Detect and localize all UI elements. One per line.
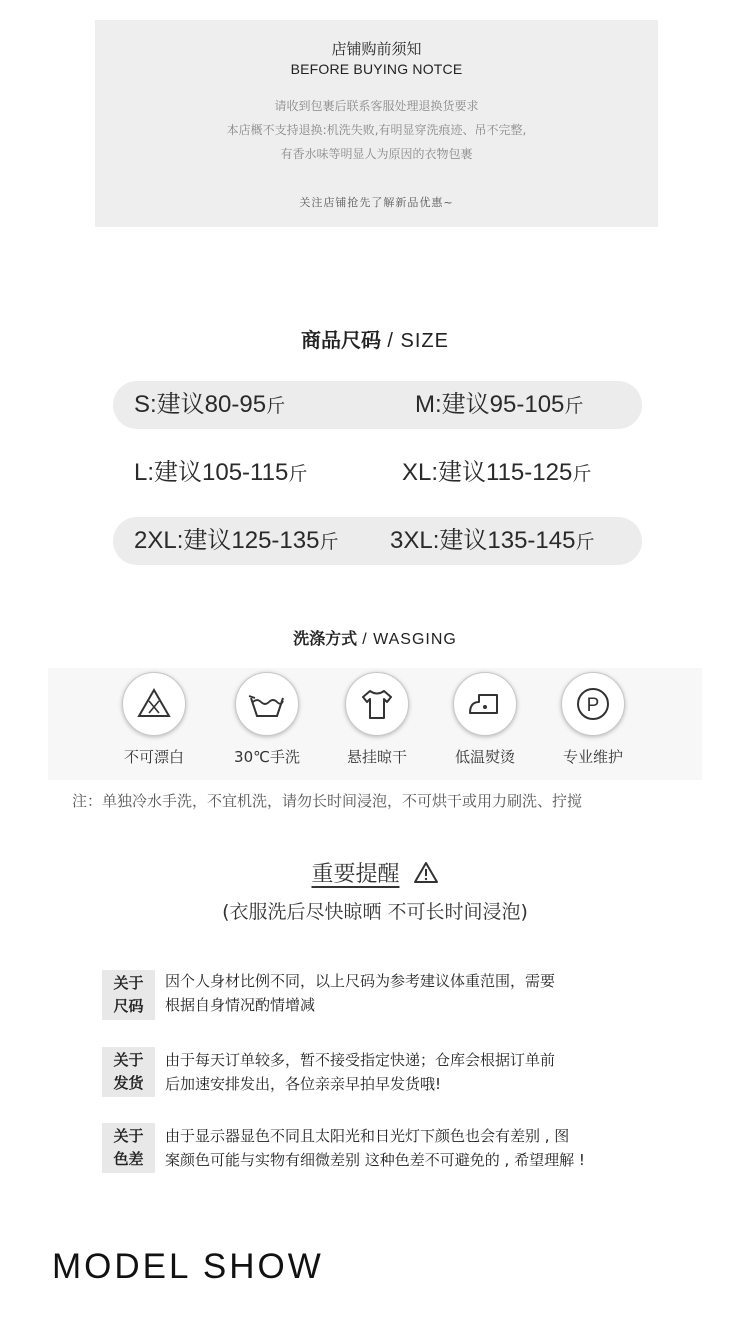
reminder-title [0,857,750,888]
care-label: 悬挂晾干 [346,748,407,766]
info-tag-line: 关于 [113,1051,144,1069]
size-cell [134,449,307,497]
notice-line: 本店概不支持退换:机洗失败,有明显穿洗痕迹、吊不完整, [226,123,527,137]
size-unit: 斤 [564,396,584,417]
reminder-title-text: 重要提醒 [311,862,400,887]
info-tag-line: 关于 [113,974,144,992]
size-heading-en: / SIZE [387,330,449,352]
info-tag-size [102,970,155,1020]
size-heading [0,324,750,353]
notice-line: 有香水味等明显人为原因的衣物包裹 [280,147,473,161]
info-line: 案颜色可能与实物有细微差别 这种色差不可避免的 , 希望理解 ! [165,1151,585,1169]
size-cell-text: 2XL:建议125-135 [134,527,320,554]
info-tag-line: 发货 [113,1074,144,1092]
care-label: 不可漂白 [123,748,184,766]
care-label: 30℃手洗 [234,748,300,766]
reminder-subtitle: (衣服洗后尽快晾晒 不可长时间浸泡) [222,901,528,923]
info-text-shipping [165,1048,685,1096]
size-cell [390,517,594,565]
info-tag-line: 色差 [113,1150,144,1168]
notice-box [95,20,658,227]
size-unit: 斤 [575,532,595,553]
size-cell [402,449,591,497]
size-cell [415,381,583,429]
size-cell-text: 3XL:建议135-145 [390,527,576,554]
no-bleach-icon [122,672,186,736]
notice-title-cn: 店铺购前须知 [331,40,422,58]
notice-follow-line: 关注店铺抢先了解新品优惠~ [299,196,454,209]
care-label: 低温熨烫 [454,748,515,766]
hand-wash-icon [235,672,299,736]
wash-note: 注：单独冷水手洗，不宜机洗，请勿长时间浸泡，不可烘干或用力刷洗、拧搅 [72,792,583,810]
wash-heading-en: / WASGING [362,631,457,648]
info-line: 由于显示器显色不同且太阳光和日光灯下颜色也会有差别 , 图 [165,1127,570,1145]
model-show-heading: MODEL SHOW [52,1247,324,1286]
info-line: 由于每天订单较多，暂不接受指定快递；仓库会根据订单前 [165,1051,556,1069]
size-cell [134,517,338,565]
notice-title-en: BEFORE BUYING NOTCE [290,61,463,77]
size-unit: 斤 [266,396,286,417]
size-cell-text: M:建议95-105 [415,391,565,418]
size-cell-text: XL:建议115-125 [402,459,573,486]
warning-icon [413,861,439,884]
care-item-hand-wash [212,670,322,780]
care-item-hang-dry [322,670,432,780]
size-cell-text: S:建议80-95 [134,391,267,418]
wash-heading-cn: 洗涤方式 [293,629,358,648]
size-row [113,449,642,497]
wash-heading [0,626,750,649]
low-iron-icon [453,672,517,736]
size-heading-cn: 商品尺码 [301,328,382,352]
hang-dry-icon [345,672,409,736]
notice-line: 请收到包裹后联系客服处理退换货要求 [274,99,479,113]
size-row [113,517,642,565]
info-tag-shipping [102,1047,155,1097]
info-line: 因个人身材比例不同，以上尺码为参考建议体重范围，需要 [165,972,556,990]
size-row [113,381,642,429]
care-label: 专业维护 [562,748,623,766]
info-tag-line: 尺码 [113,997,144,1015]
care-item-no-bleach [99,670,209,780]
care-item-low-iron [430,670,540,780]
size-unit: 斤 [319,532,339,553]
info-line: 根据自身情况酌情增减 [165,996,316,1014]
professional-care-icon [561,672,625,736]
info-text-color [165,1124,685,1172]
size-cell-text: L:建议105-115 [134,459,289,486]
size-unit: 斤 [288,464,308,485]
size-unit: 斤 [572,464,592,485]
care-item-professional [538,670,648,780]
svg-text:P: P [586,695,600,716]
info-text-size [165,969,685,1017]
info-line: 后加速安排发出，各位亲亲早拍早发货哦! [165,1075,442,1093]
size-cell [134,381,285,429]
info-tag-color [102,1123,155,1173]
info-tag-line: 关于 [113,1127,144,1145]
